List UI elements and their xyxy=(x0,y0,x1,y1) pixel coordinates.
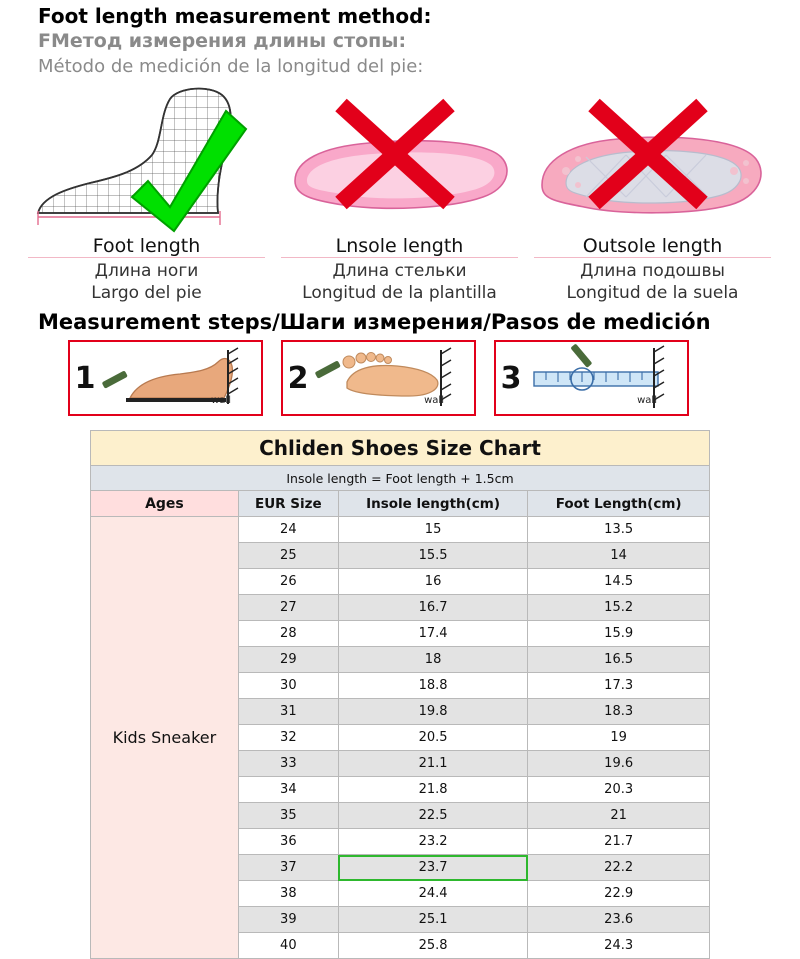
outsole-illustration xyxy=(526,85,779,235)
caption-en: Outsole length xyxy=(534,235,771,258)
eur-size-cell: 40 xyxy=(238,933,338,959)
column-header-foot: Foot Length(cm) xyxy=(528,491,710,517)
insole-length-cell: 25.8 xyxy=(338,933,527,959)
wall-label: wall xyxy=(637,395,657,406)
chart-header-row xyxy=(91,491,710,517)
size-chart-table xyxy=(90,430,710,959)
step-number: 3 xyxy=(500,360,522,396)
insole-length-cell: 15.5 xyxy=(338,543,527,569)
foot-length-cell: 19.6 xyxy=(528,751,710,777)
eur-size-cell: 38 xyxy=(238,881,338,907)
heading-spanish: Método de medición de la longitud del pie: xyxy=(38,56,424,77)
insole-length-cell: 18 xyxy=(338,647,527,673)
insole-length-cell: 22.5 xyxy=(338,803,527,829)
step-box-3 xyxy=(494,340,689,416)
heading-russian: FМетод измерения длины стопы: xyxy=(38,30,407,52)
chart-subtitle-row xyxy=(91,466,710,491)
caption-insole-length xyxy=(273,235,526,304)
wall-label: wall xyxy=(211,395,231,406)
chart-title-row xyxy=(91,431,710,466)
foot-length-cell: 16.5 xyxy=(528,647,710,673)
measurement-steps-title: Measurement steps/Шаги измерения/Pasos de medición xyxy=(38,310,711,334)
illustration-row xyxy=(0,85,800,304)
insole-length-cell: 17.4 xyxy=(338,621,527,647)
foot-length-cell: 15.9 xyxy=(528,621,710,647)
caption-es: Longitud de la suela xyxy=(566,283,739,303)
caption-ru: Длина ноги xyxy=(94,261,199,281)
measurement-steps-row xyxy=(0,340,800,416)
illustration-insole-length xyxy=(273,85,526,304)
insole-length-cell: 20.5 xyxy=(338,725,527,751)
insole-length-cell: 23.7 xyxy=(338,855,527,881)
eur-size-cell: 25 xyxy=(238,543,338,569)
insole-length-cell: 19.8 xyxy=(338,699,527,725)
eur-size-cell: 33 xyxy=(238,751,338,777)
illustration-foot-length xyxy=(20,85,273,304)
table-row xyxy=(91,517,710,543)
insole-length-cell: 18.8 xyxy=(338,673,527,699)
caption-en: Foot length xyxy=(28,235,265,258)
insole-length-cell: 24.4 xyxy=(338,881,527,907)
foot-length-cell: 22.2 xyxy=(528,855,710,881)
insole-length-cell: 25.1 xyxy=(338,907,527,933)
step-2-illustration xyxy=(313,342,474,414)
eur-size-cell: 32 xyxy=(238,725,338,751)
foot-length-cell: 22.9 xyxy=(528,881,710,907)
column-header-insole: Insole length(cm) xyxy=(338,491,527,517)
insole-length-cell: 21.8 xyxy=(338,777,527,803)
caption-ru: Длина стельки xyxy=(332,261,467,281)
caption-en: Lnsole length xyxy=(281,235,518,258)
insole-length-cell: 16 xyxy=(338,569,527,595)
caption-foot-length xyxy=(20,235,273,304)
eur-size-cell: 26 xyxy=(238,569,338,595)
step-box-1 xyxy=(68,340,263,416)
red-cross-icon xyxy=(526,85,779,235)
chart-title: Chliden Shoes Size Chart xyxy=(91,431,710,466)
caption-ru: Длина подошвы xyxy=(580,261,725,281)
size-chart xyxy=(90,430,710,959)
insole-length-cell: 23.2 xyxy=(338,829,527,855)
foot-mesh-illustration xyxy=(20,85,273,235)
foot-length-cell: 19 xyxy=(528,725,710,751)
illustration-outsole-length xyxy=(526,85,779,304)
green-check-icon xyxy=(20,85,273,235)
eur-size-cell: 24 xyxy=(238,517,338,543)
eur-size-cell: 31 xyxy=(238,699,338,725)
foot-length-cell: 14.5 xyxy=(528,569,710,595)
step-number: 2 xyxy=(287,360,309,396)
foot-length-cell: 13.5 xyxy=(528,517,710,543)
foot-length-cell: 23.6 xyxy=(528,907,710,933)
eur-size-cell: 37 xyxy=(238,855,338,881)
insole-length-cell: 21.1 xyxy=(338,751,527,777)
eur-size-cell: 28 xyxy=(238,621,338,647)
eur-size-cell: 36 xyxy=(238,829,338,855)
step-box-2 xyxy=(281,340,476,416)
step-1-illustration xyxy=(100,342,261,414)
column-header-eur: EUR Size xyxy=(238,491,338,517)
foot-length-cell: 24.3 xyxy=(528,933,710,959)
eur-size-cell: 27 xyxy=(238,595,338,621)
wall-label: wall xyxy=(424,395,444,406)
red-cross-icon xyxy=(273,85,526,235)
foot-length-cell: 21.7 xyxy=(528,829,710,855)
eur-size-cell: 34 xyxy=(238,777,338,803)
step-number: 1 xyxy=(74,360,96,396)
chart-subtitle: Insole length = Foot length + 1.5cm xyxy=(91,466,710,491)
foot-length-cell: 21 xyxy=(528,803,710,829)
foot-length-cell: 20.3 xyxy=(528,777,710,803)
headings-block xyxy=(0,0,800,79)
eur-size-cell: 35 xyxy=(238,803,338,829)
eur-size-cell: 30 xyxy=(238,673,338,699)
caption-es: Largo del pie xyxy=(91,283,202,303)
foot-length-cell: 15.2 xyxy=(528,595,710,621)
ages-value-cell: Kids Sneaker xyxy=(91,517,239,959)
foot-length-cell: 17.3 xyxy=(528,673,710,699)
column-header-ages: Ages xyxy=(91,491,239,517)
eur-size-cell: 39 xyxy=(238,907,338,933)
step-3-illustration xyxy=(526,342,687,414)
insole-illustration xyxy=(273,85,526,235)
foot-length-cell: 14 xyxy=(528,543,710,569)
insole-length-cell: 16.7 xyxy=(338,595,527,621)
foot-length-cell: 18.3 xyxy=(528,699,710,725)
insole-length-cell: 15 xyxy=(338,517,527,543)
heading-english: Foot length measurement method: xyxy=(38,4,432,28)
eur-size-cell: 29 xyxy=(238,647,338,673)
caption-es: Longitud de la plantilla xyxy=(302,283,497,303)
caption-outsole-length xyxy=(526,235,779,304)
